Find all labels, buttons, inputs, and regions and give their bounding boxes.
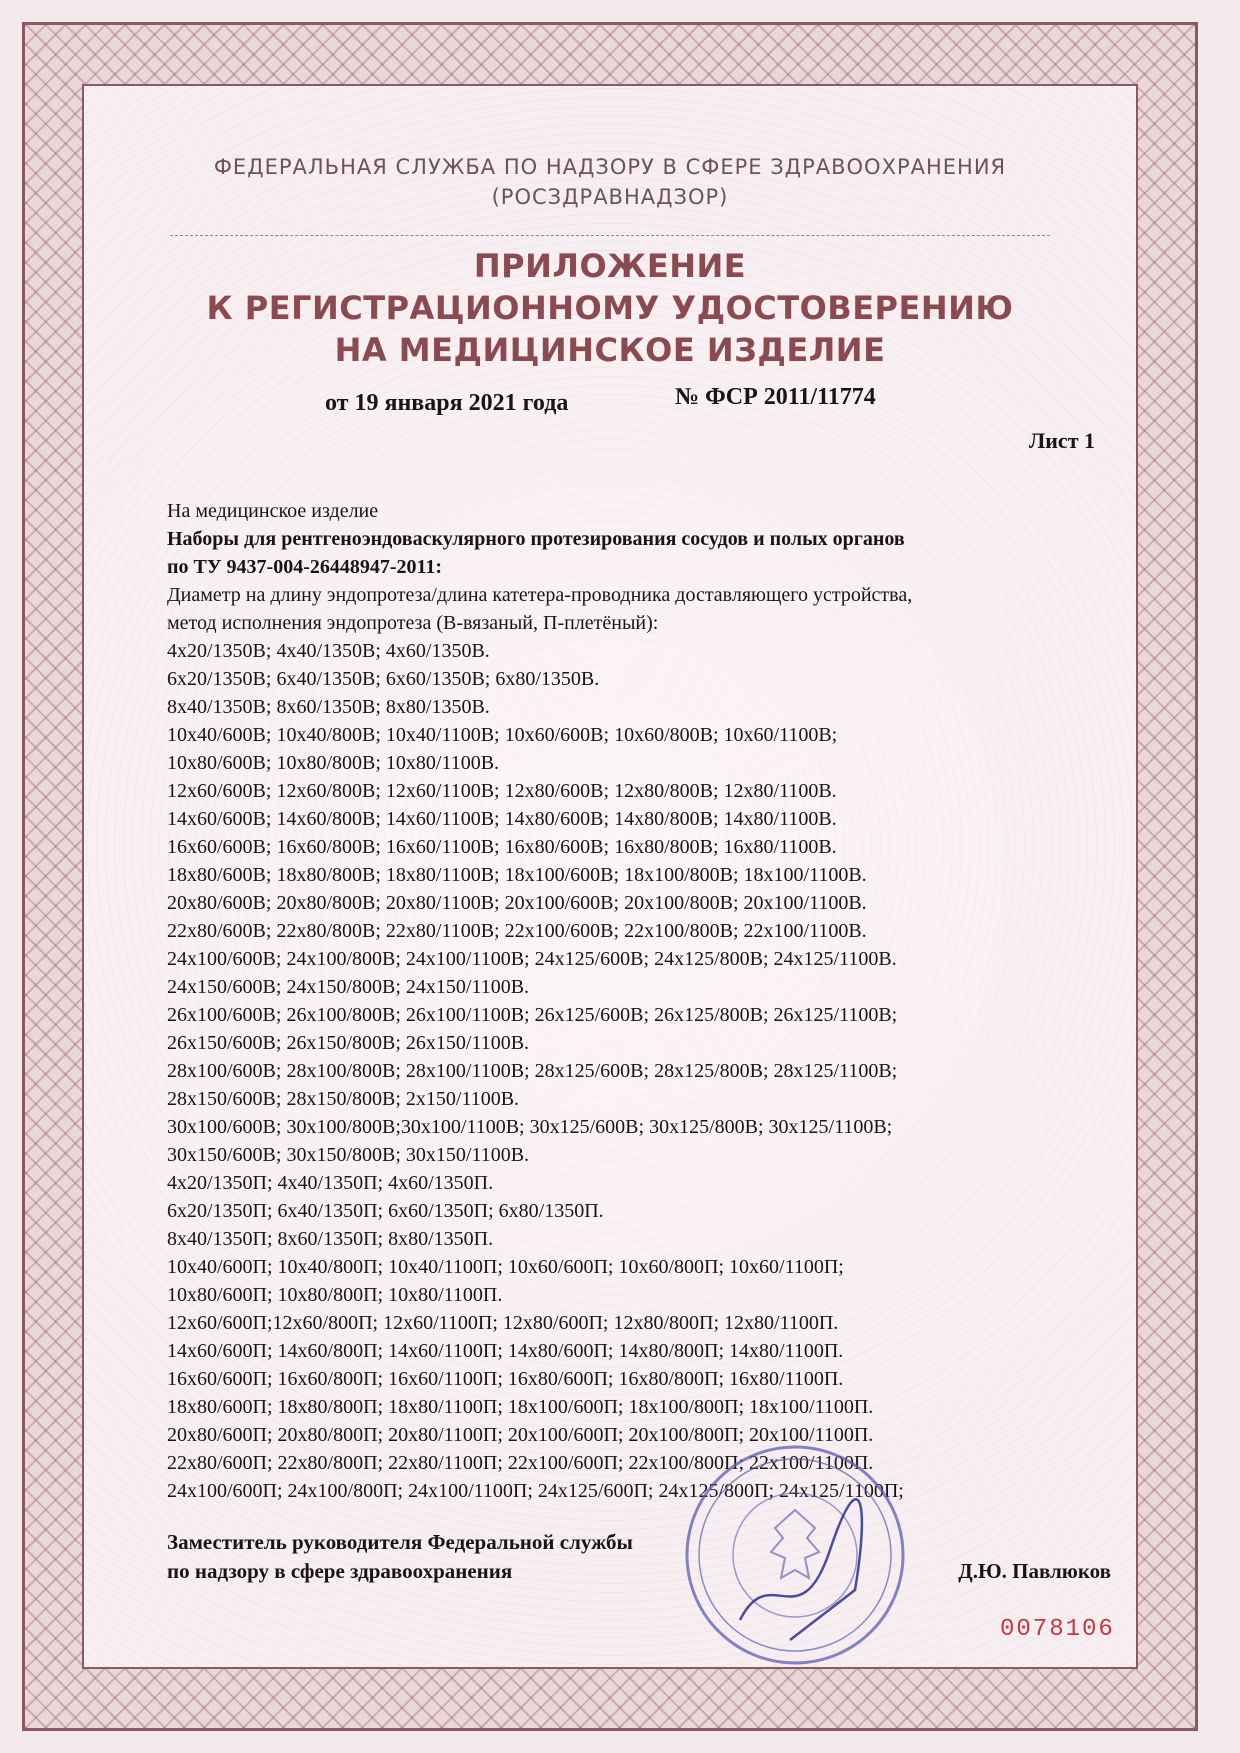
- signatory-name: Д.Ю. Павлюков: [958, 1559, 1111, 1583]
- product-name-line-1: Наборы для рентгеноэндоваскулярного протезирования сосудов и полых органов: [167, 528, 905, 550]
- size-line: 18x80/600П; 18x80/800П; 18x80/1100П; 18x100/600П; 18x100/800П; 18x100/1100П.: [167, 1396, 874, 1418]
- size-line: 10x80/600В; 10x80/800В; 10x80/1100В.: [167, 752, 500, 774]
- sheet-number: Лист 1: [1028, 428, 1095, 453]
- size-line: 24x150/600В; 24x150/800В; 24x150/1100В.: [167, 976, 530, 998]
- title-line-2: К РЕГИСТРАЦИОННОМУ УДОСТОВЕРЕНИЮ: [206, 289, 1014, 327]
- agency-name: ФЕДЕРАЛЬНАЯ СЛУЖБА ПО НАДЗОРУ В СФЕРЕ ЗДРАВООХРАНЕНИЯ: [213, 155, 1007, 179]
- size-line: 10x40/600В; 10x40/800В; 10x40/1100В; 10x60/600В; 10x60/800В; 10x60/1100В;: [167, 724, 838, 746]
- size-line: 8x40/1350П; 8x60/1350П; 8x80/1350П.: [167, 1228, 494, 1250]
- intro-text: На медицинское изделие: [167, 500, 379, 522]
- product-name-line-2: по ТУ 9437-004-26448947-2011:: [167, 556, 443, 578]
- size-line: 16x60/600П; 16x60/800П; 16x60/1100П; 16x80/600П; 16x80/800П; 16x80/1100П.: [167, 1368, 844, 1390]
- signature-block: [167, 1528, 1117, 1586]
- size-list: [167, 637, 1117, 1505]
- size-line: 14x60/600П; 14x60/800П; 14x60/1100П; 14x80/600П; 14x80/800П; 14x80/1100П.: [167, 1340, 844, 1362]
- size-line: 4x20/1350В; 4x40/1350В; 4x60/1350В.: [167, 640, 490, 662]
- document-body: [167, 497, 1117, 1505]
- size-line: 4x20/1350П; 4x40/1350П; 4x60/1350П.: [167, 1172, 494, 1194]
- size-line: 12x60/600В; 12x60/800В; 12x60/1100В; 12x80/600В; 12x80/800В; 12x80/1100В.: [167, 780, 837, 802]
- signatory-title-line-2: по надзору в сфере здравоохранения: [167, 1559, 513, 1583]
- description-line-2: метод исполнения эндопротеза (В-вязаный, П-плетёный):: [167, 612, 659, 634]
- agency-header: [150, 152, 1070, 212]
- document-title: [150, 245, 1070, 371]
- size-line: 26x100/600В; 26x100/800В; 26x100/1100В; 26x125/600В; 26x125/800В; 26x125/1100В;: [167, 1004, 898, 1026]
- size-line: 6x20/1350П; 6x40/1350П; 6x60/1350П; 6x80/1350П.: [167, 1200, 604, 1222]
- size-line: 10x80/600П; 10x80/800П; 10x80/1100П.: [167, 1284, 503, 1306]
- header-divider: [170, 235, 1050, 236]
- size-line: 6x20/1350В; 6x40/1350В; 6x60/1350В; 6x80/1350В.: [167, 668, 600, 690]
- size-line: 28x150/600В; 28x150/800В; 2x150/1100В.: [167, 1088, 520, 1110]
- size-line: 30x100/600В; 30x100/800В;30x100/1100В; 30x125/600В; 30x125/800В; 30x125/1100В;: [167, 1116, 893, 1138]
- size-line: 18x80/600В; 18x80/800В; 18x80/1100В; 18x100/600В; 18x100/800В; 18x100/1100В.: [167, 864, 867, 886]
- size-line: 16x60/600В; 16x60/800В; 16x60/1100В; 16x80/600В; 16x80/800В; 16x80/1100В.: [167, 836, 837, 858]
- size-line: 28x100/600В; 28x100/800В; 28x100/1100В; 28x125/600В; 28x125/800В; 28x125/1100В;: [167, 1060, 898, 1082]
- size-line: 12x60/600П;12x60/800П; 12x60/1100П; 12x80/600П; 12x80/800П; 12x80/1100П.: [167, 1312, 839, 1334]
- title-line-1: ПРИЛОЖЕНИЕ: [473, 247, 747, 285]
- registration-number: № ФСР 2011/11774: [675, 384, 876, 410]
- description-line-1: Диаметр на длину эндопротеза/длина катетера-проводника доставляющего устройства,: [167, 584, 913, 606]
- size-line: 26x150/600В; 26x150/800В; 26x150/1100В.: [167, 1032, 530, 1054]
- size-line: 24x100/600В; 24x100/800В; 24x100/1100В; 24x125/600В; 24x125/800В; 24x125/1100В.: [167, 948, 897, 970]
- size-line: 22x80/600В; 22x80/800В; 22x80/1100В; 22x100/600В; 22x100/800В; 22x100/1100В.: [167, 920, 867, 942]
- size-line: 24x100/600П; 24x100/800П; 24x100/1100П; 24x125/600П; 24x125/800П; 24x125/1100П;: [167, 1480, 904, 1502]
- issue-date: от 19 января 2021 года: [325, 390, 569, 416]
- size-line: 30x150/600В; 30x150/800В; 30x150/1100В.: [167, 1144, 530, 1166]
- title-line-3: НА МЕДИЦИНСКОЕ ИЗДЕЛИЕ: [334, 331, 886, 369]
- size-line: 22x80/600П; 22x80/800П; 22x80/1100П; 22x100/600П; 22x100/800П; 22x100/1100П.: [167, 1452, 874, 1474]
- signatory-title-line-1: Заместитель руководителя Федеральной службы: [167, 1530, 633, 1554]
- agency-abbreviation: (РОСЗДРАВНАДЗОР): [491, 185, 729, 209]
- size-line: 20x80/600П; 20x80/800П; 20x80/1100П; 20x100/600П; 20x100/800П; 20x100/1100П.: [167, 1424, 874, 1446]
- serial-number: 0078106: [1000, 1616, 1115, 1643]
- size-line: 8x40/1350В; 8x60/1350В; 8x80/1350В.: [167, 696, 490, 718]
- size-line: 20x80/600В; 20x80/800В; 20x80/1100В; 20x100/600В; 20x100/800В; 20x100/1100В.: [167, 892, 867, 914]
- size-line: 14x60/600В; 14x60/800В; 14x60/1100В; 14x80/600В; 14x80/800В; 14x80/1100В.: [167, 808, 837, 830]
- size-line: 10x40/600П; 10x40/800П; 10x40/1100П; 10x60/600П; 10x60/800П; 10x60/1100П;: [167, 1256, 844, 1278]
